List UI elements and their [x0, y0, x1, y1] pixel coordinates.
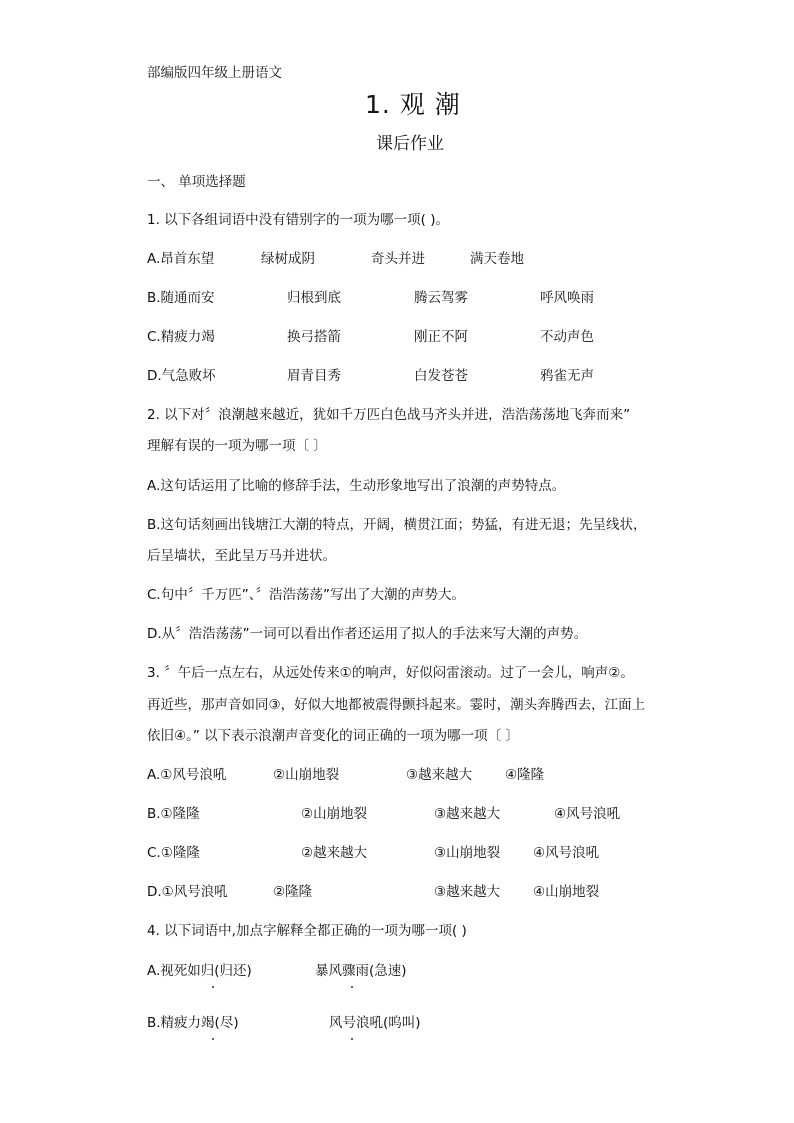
- q1-option-a-4: 满天卷地: [470, 251, 524, 267]
- q4-option-b-1: B.精疲力竭(尽): [147, 1015, 239, 1031]
- q2-option-a: A.这句话运用了比喻的修辞手法，生动形象地写出了浪潮的声势特点。: [147, 478, 566, 494]
- question-2-stem-line-2: 理解有误的一项为哪一项〔 〕: [147, 438, 327, 454]
- q1-option-b-3: 腾云驾雾: [414, 290, 468, 306]
- q1-option-c-3: 刚正不阿: [414, 329, 468, 345]
- question-4-stem: 4. 以下词语中,加点字解释全都正确的一项为哪一项( ): [147, 923, 467, 939]
- q3-option-c-4: ④风号浪吼: [533, 845, 600, 861]
- q2-option-c: C.句中〞千万匹”、〞浩浩荡荡”写出了大潮的声势大。: [147, 587, 465, 603]
- q1-option-d-4: 鸦雀无声: [540, 368, 594, 384]
- q3-option-b-1: B.①隆隆: [147, 806, 200, 822]
- question-3-stem-line-1: 3. 〞午后一点左右，从远处传来①的响声，好似闷雷滚动。过了一会儿，响声②。: [147, 665, 634, 681]
- q3-option-b-3: ③越来越大: [434, 806, 501, 822]
- question-1-stem: 1. 以下各组词语中没有错别字的一项为哪一项( )。: [147, 212, 449, 228]
- q1-option-b-1: B.随通而安: [147, 290, 215, 306]
- question-3-stem-line-2: 再近些，那声音如同③，好似大地都被震得颤抖起来。霎时，潮头奔腾西去，江面上: [147, 697, 646, 713]
- emphasis-dot: [212, 1038, 214, 1040]
- q3-option-a-3: ③越来越大: [406, 767, 473, 783]
- page-header-label: 部编版四年级上册语文: [147, 65, 282, 81]
- q1-option-d-3: 白发苍苍: [414, 368, 468, 384]
- question-2-stem-line-1: 2. 以下对〞浪潮越来越近，犹如千万匹白色战马齐头并进，浩浩荡荡地飞奔而来”: [147, 407, 631, 423]
- q2-option-d: D.从〞浩浩荡荡”一词可以看出作者还运用了拟人的手法来写大潮的声势。: [147, 626, 588, 642]
- section-heading: 一、 单项选择题: [147, 174, 246, 190]
- q3-option-c-1: C.①隆隆: [147, 845, 200, 861]
- q4-option-b-2: 风号浪吼(呜叫): [329, 1015, 421, 1031]
- q3-option-b-4: ④风号浪吼: [554, 806, 621, 822]
- q1-option-c-1: C.精疲力竭: [147, 329, 215, 345]
- q1-option-d-2: 眉青目秀: [287, 368, 341, 384]
- page-subtitle: 课后作业: [376, 134, 444, 154]
- q1-option-b-2: 归根到底: [287, 290, 341, 306]
- q3-option-d-4: ④山崩地裂: [533, 884, 600, 900]
- q3-option-d-3: ③越来越大: [434, 884, 501, 900]
- emphasis-dot: [212, 986, 214, 988]
- question-3-stem-line-3: 依旧④。” 以下表示浪潮声音变化的词正确的一项为哪一项〔 〕: [147, 728, 519, 744]
- q3-option-c-3: ③山崩地裂: [434, 845, 501, 861]
- q2-option-b-line-2: 后呈墙状，至此呈万马并进状。: [147, 548, 336, 564]
- q1-option-b-4: 呼风唤雨: [540, 290, 594, 306]
- q4-option-a-2: 暴风骤雨(急速): [315, 963, 407, 979]
- emphasis-dot: [351, 1038, 353, 1040]
- q3-option-b-2: ②山崩地裂: [301, 806, 368, 822]
- q4-option-a-1: A.视死如归(归还): [147, 963, 252, 979]
- emphasis-dot: [351, 986, 353, 988]
- q3-option-a-1: A.①风号浪吼: [147, 767, 227, 783]
- page-title: 1. 观 潮: [365, 90, 461, 119]
- q1-option-c-2: 换弓搭箭: [287, 329, 341, 345]
- q3-option-d-2: ②隆隆: [273, 884, 313, 900]
- q3-option-a-2: ②山崩地裂: [273, 767, 340, 783]
- q1-option-a-2: 绿树成阴: [261, 251, 315, 267]
- q3-option-a-4: ④隆隆: [505, 767, 545, 783]
- q1-option-a-3: 奇头并进: [371, 251, 425, 267]
- q1-option-c-4: 不动声色: [540, 329, 594, 345]
- q3-option-c-2: ②越来越大: [301, 845, 368, 861]
- q1-option-a-1: A.昂首东望: [147, 251, 215, 267]
- q3-option-d-1: D.①风号浪吼: [147, 884, 228, 900]
- q2-option-b-line-1: B.这句话刻画出钱塘江大潮的特点，开阔，横贯江面；势猛，有进无退；先呈线状，: [147, 517, 647, 533]
- q1-option-d-1: D.气急败坏: [147, 368, 216, 384]
